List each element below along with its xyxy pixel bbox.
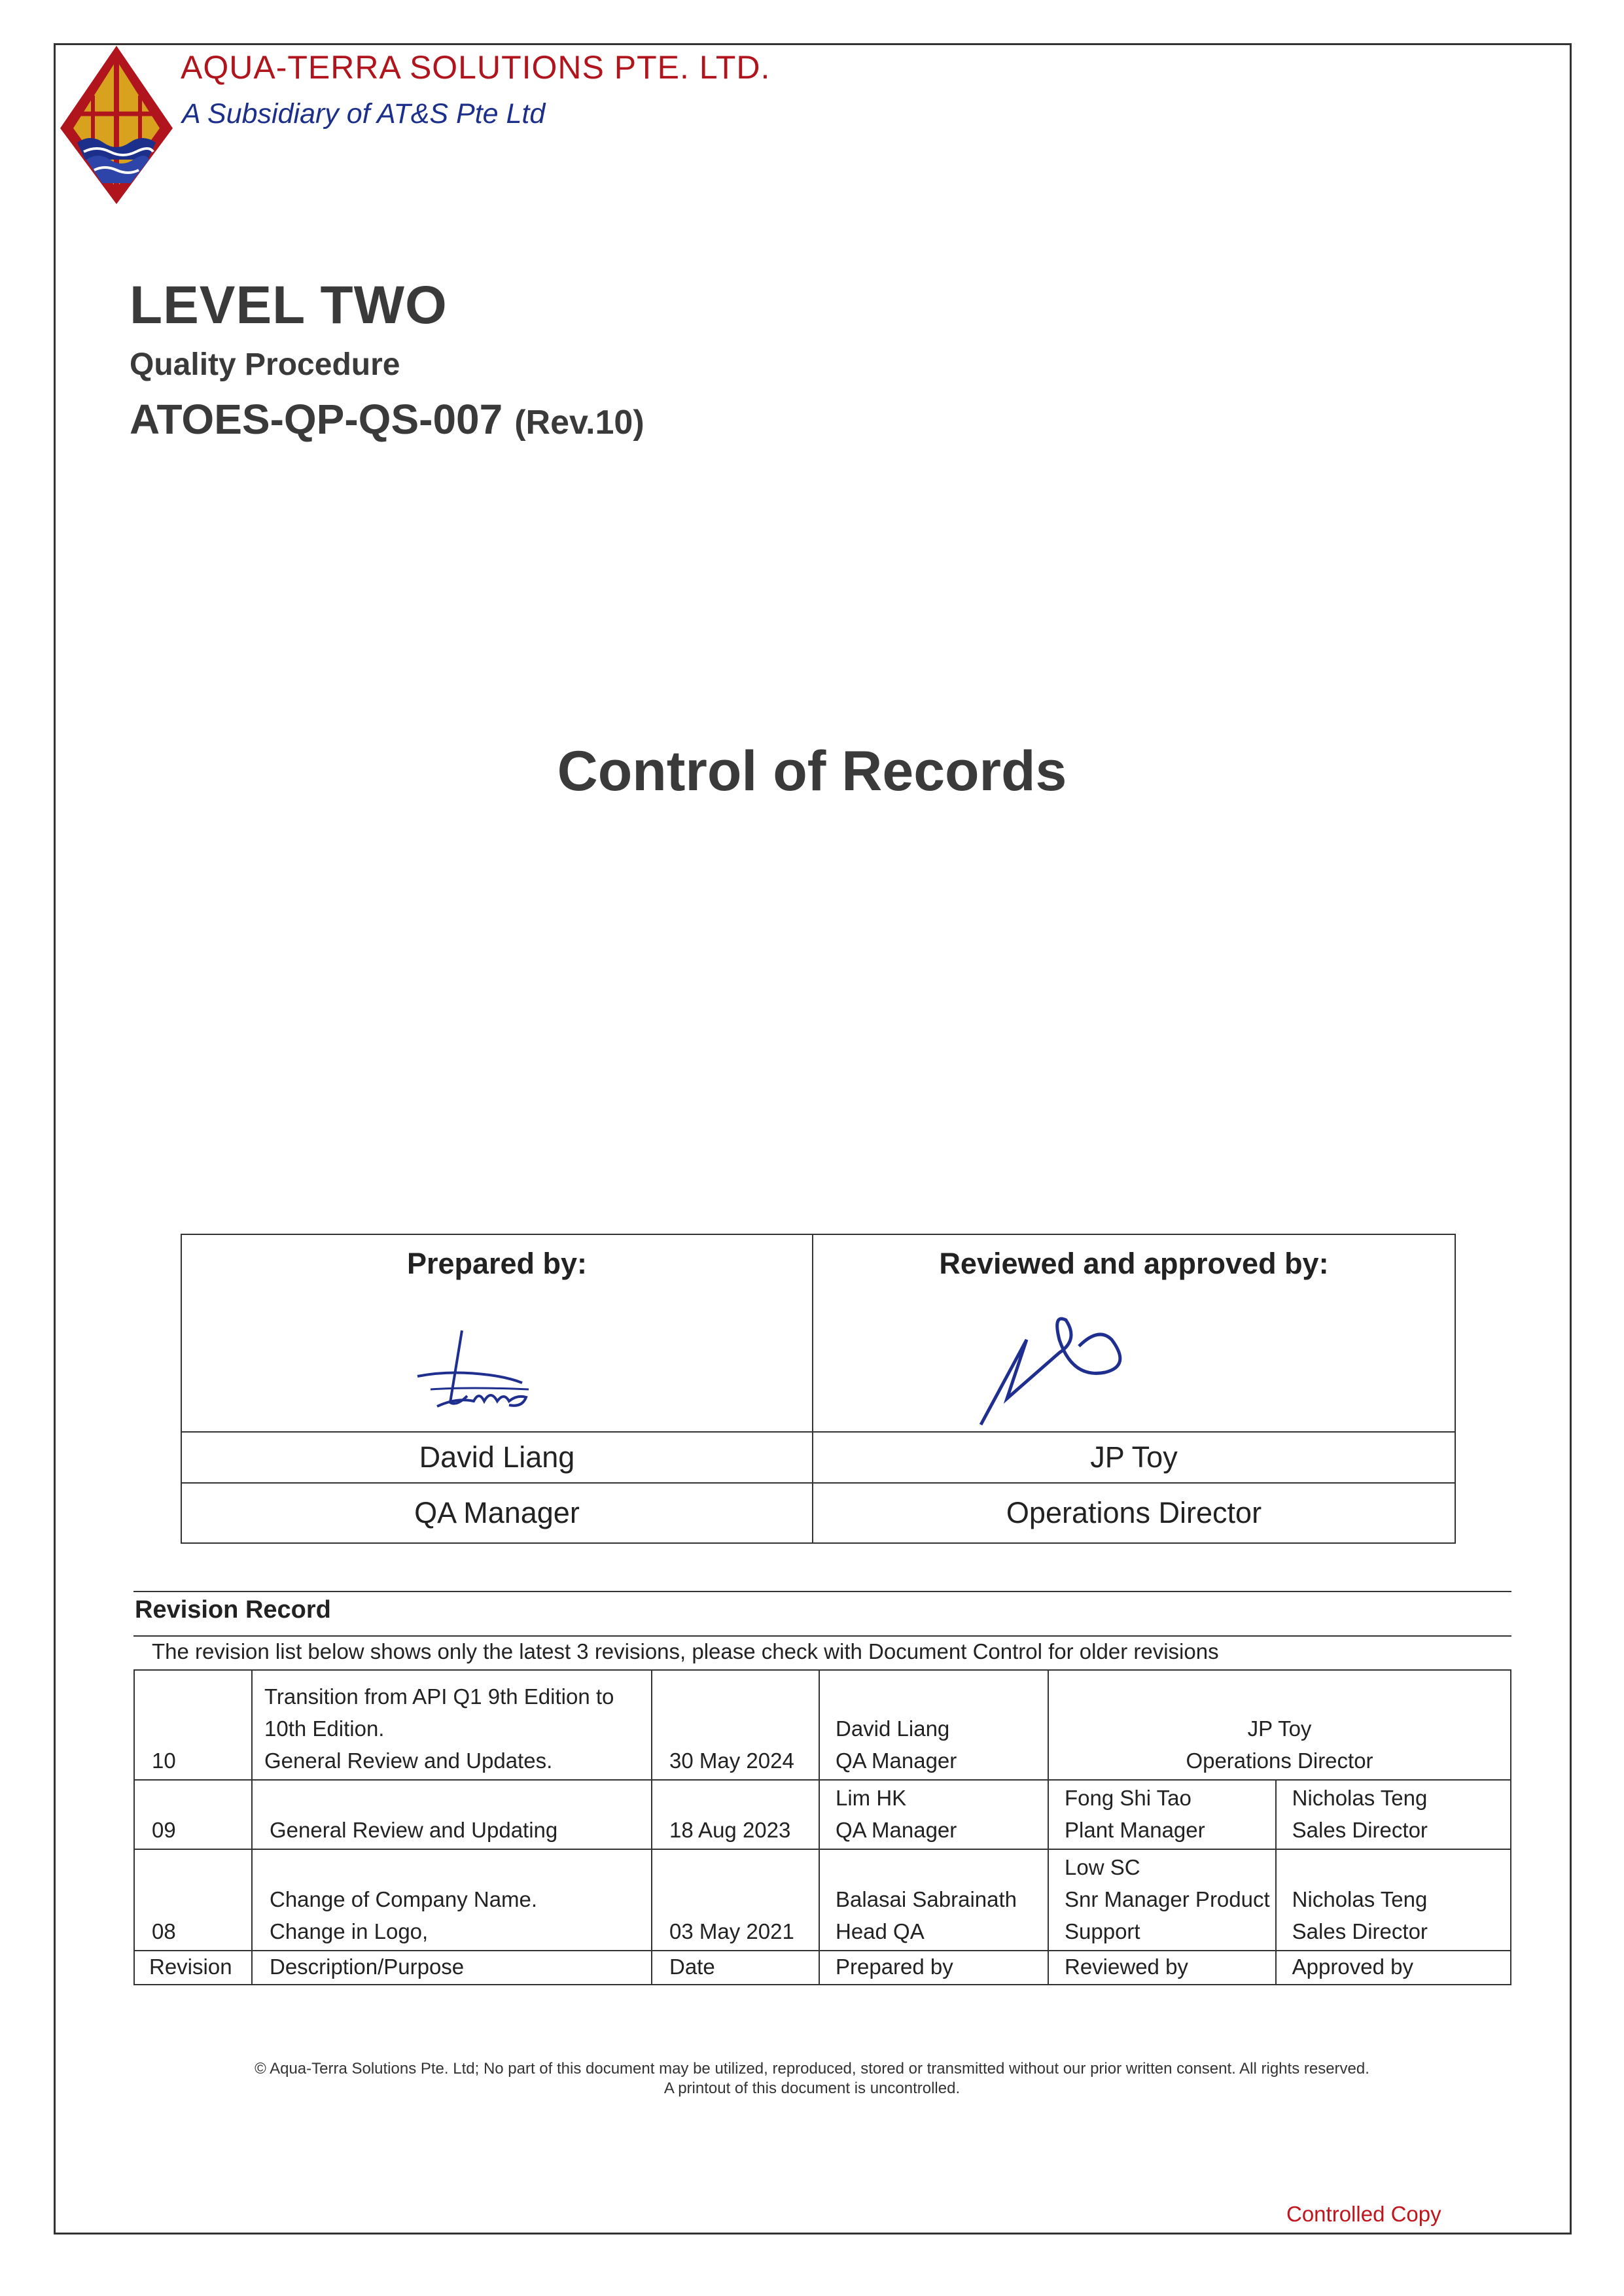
description-line: General Review and Updating [270,1818,558,1842]
revision-table [133,1669,1511,1985]
reviewed-signature-icon [968,1300,1138,1431]
document-revision: (Rev.10) [514,404,644,442]
document-title: Control of Records [557,740,1067,803]
company-subsidiary: A Subsidiary of AT&S Pte Ltd [182,98,546,130]
prepared-label: Prepared by: [406,1247,588,1280]
prepared-role: Head QA [836,1919,925,1943]
divider [133,1591,1511,1592]
approver-name: Nicholas Teng [1292,1786,1428,1810]
company-name: AQUA-TERRA SOLUTIONS PTE. LTD. [181,49,771,86]
date-cell: 18 Aug 2023 [652,1780,819,1849]
prepared-cell [819,1670,1048,1780]
reviewer-name: JP Toy [1247,1716,1312,1741]
reviewed-role: Operations Director [813,1483,1455,1543]
column-header: Description/Purpose [252,1951,652,1985]
divider [133,1635,1511,1637]
description-line: General Review and Updates. [264,1748,553,1773]
revision-record-title: Revision Record [135,1596,331,1624]
prepared-name: Balasai Sabrainath [836,1887,1017,1911]
document-level: LEVEL TWO [130,275,448,335]
document-number-line [130,395,644,444]
uncontrolled-note: A printout of this document is uncontrolled. [663,2079,961,2097]
prepared-role: QA Manager [181,1483,813,1543]
reviewer-role: Snr Manager Product [1065,1887,1270,1911]
table-header-row [134,1951,1511,1985]
rev-cell: 10 [134,1670,252,1780]
copyright-notice [0,2059,1624,2098]
reviewer-role: Plant Manager [1065,1818,1205,1842]
description-line: Change of Company Name. [270,1887,538,1911]
reviewed-label: Reviewed and approved by: [939,1247,1329,1280]
prepared-cell [819,1849,1048,1951]
reviewed-approved-cell [1048,1670,1511,1780]
reviewer-role: Operations Director [1186,1748,1373,1773]
reviewed-cell [813,1234,1455,1432]
document-type: Quality Procedure [130,347,400,382]
prepared-cell [819,1780,1048,1849]
approval-table [181,1234,1456,1544]
column-header: Prepared by [819,1951,1048,1985]
prepared-cell [181,1234,813,1432]
prepared-signature-icon [411,1324,542,1422]
reviewer-role: Support [1065,1919,1140,1943]
description-line: Transition from API Q1 9th Edition to [264,1684,614,1709]
reviewer-name: Fong Shi Tao [1065,1786,1192,1810]
description-cell [252,1780,652,1849]
rev-cell: 08 [134,1849,252,1951]
prepared-role: QA Manager [836,1818,957,1842]
table-row [134,1670,1511,1780]
copyright-line: © Aqua-Terra Solutions Pte. Ltd; No part of this document may be utilized, reproduced, stored or transmitted without our prior written consent. All rights reserved. [255,2060,1369,2078]
column-header: Revision [134,1951,252,1985]
prepared-name: Lim HK [836,1786,907,1810]
column-header: Reviewed by [1048,1951,1276,1985]
approved-cell [1276,1849,1511,1951]
date-cell: 03 May 2021 [652,1849,819,1951]
column-header: Approved by [1276,1951,1511,1985]
description-cell [252,1849,652,1951]
revision-record-note: The revision list below shows only the latest 3 revisions, please check with Document Control for older revisions [152,1639,1219,1663]
rev-cell: 09 [134,1780,252,1849]
prepared-name: David Liang [836,1716,950,1741]
prepared-name: David Liang [181,1432,813,1483]
date-cell: 30 May 2024 [652,1670,819,1780]
approver-role: Sales Director [1292,1818,1428,1842]
reviewer-name: Low SC [1065,1855,1140,1879]
reviewed-cell [1048,1849,1276,1951]
approver-role: Sales Director [1292,1919,1428,1943]
prepared-role: QA Manager [836,1748,957,1773]
company-logo-icon [58,43,175,207]
approved-cell [1276,1780,1511,1849]
description-line: 10th Edition. [264,1716,385,1741]
column-header: Date [652,1951,819,1985]
approver-name: Nicholas Teng [1292,1887,1428,1911]
controlled-copy-stamp: Controlled Copy [1286,2202,1441,2226]
table-row [134,1849,1511,1951]
description-line: Change in Logo, [270,1919,429,1943]
document-number: ATOES-QP-QS-007 [130,396,503,443]
reviewed-name: JP Toy [813,1432,1455,1483]
description-cell [252,1670,652,1780]
reviewed-cell [1048,1780,1276,1849]
table-row [134,1780,1511,1849]
